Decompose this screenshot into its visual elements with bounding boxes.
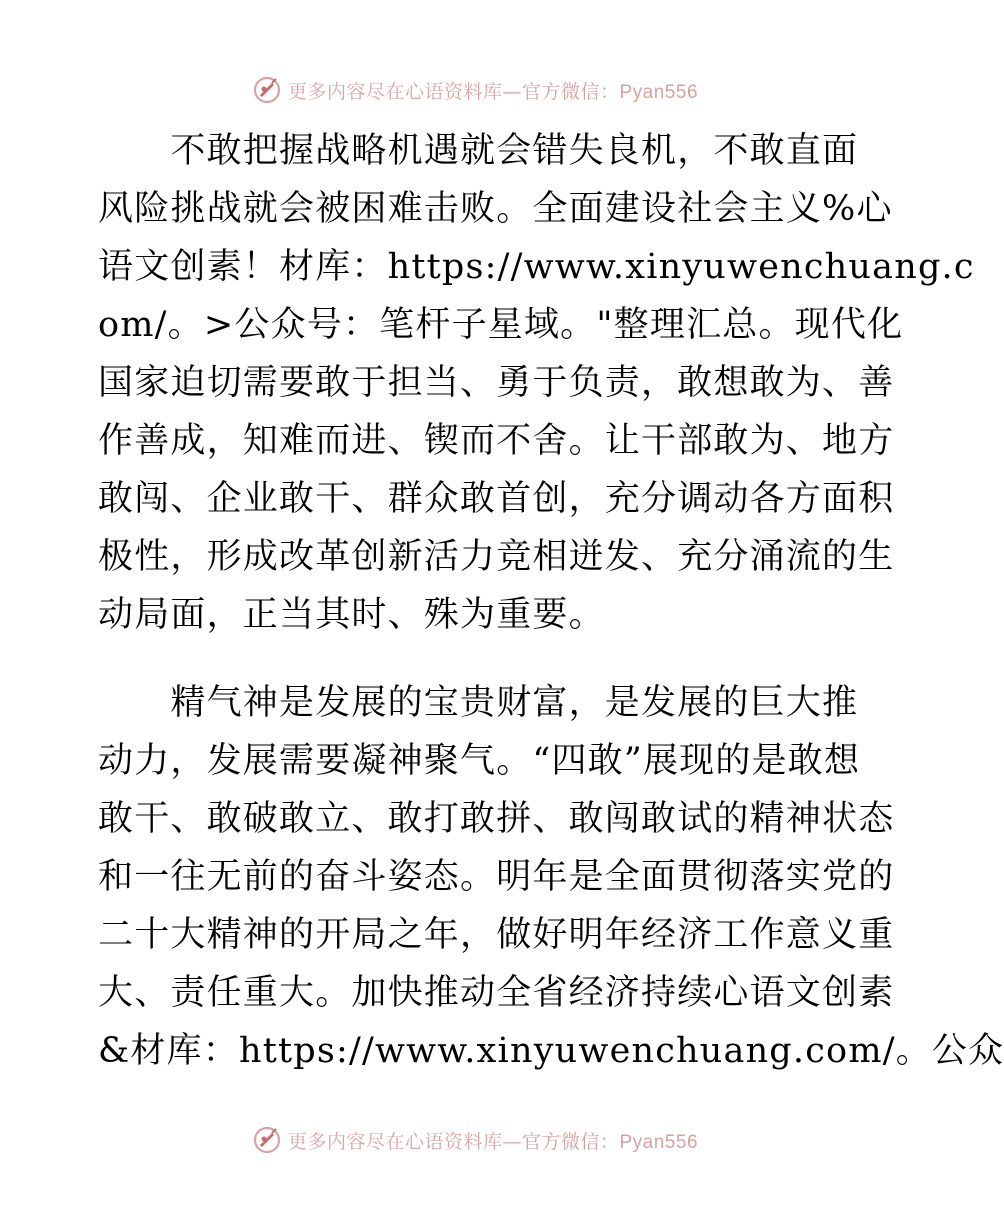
footer-watermark-banner [0,1120,950,1160]
text-line: 国家迫切需要敢于担当、勇于负责，敢想敢为、善 [98,363,895,403]
text-line: 极性，形成改革创新活力竞相迸发、充分涌流的生 [98,537,895,577]
footer-dash: — [502,1130,522,1153]
paragraph-gap [98,644,850,674]
footer-wechat-id: Pyan556 [619,1131,699,1153]
text-line: 语文创素！材库：https://www.xinyuwenchuang.c [98,247,975,287]
text-line: 精气神是发展的宝贵财富，是发展的巨大推 [98,683,859,723]
footer-banner-text [288,1127,698,1154]
text-line: 动局面，正当其时、殊为重要。 [98,595,605,635]
text-line: &材库：https://www.xinyuwenchuang.com/。公众 [98,1031,1004,1071]
document-body [98,122,1004,1080]
paragraph-2 [98,674,1004,1080]
text-line: 和一往无前的奋斗姿态。明年是全面贯彻落实党的 [98,857,895,897]
footer-site-text: 更多内容尽在心语资料库 [287,1130,503,1153]
quill-logo-icon [252,1125,282,1155]
header-wechat-label: 官方微信： [521,80,620,103]
text-line: 大、责任重大。加快推动全省经济持续心语文创素 [98,973,895,1013]
text-line: 作善成，知难而进、锲而不舍。让干部敢为、地方 [98,421,895,461]
header-dash: — [502,80,522,103]
header-watermark-banner [0,70,950,110]
quill-logo-icon [252,75,282,105]
header-wechat-id: Pyan556 [619,81,699,103]
header-banner-text [288,77,698,104]
text-line: 风险挑战就会被困难击败。全面建设社会主义%心 [98,189,893,229]
text-line: 动力，发展需要凝神聚气。“四敢”展现的是敢想 [98,741,861,781]
header-site-text: 更多内容尽在心语资料库 [287,80,503,103]
paragraph-1 [98,122,975,644]
text-line: 敢闯、企业敢干、群众敢首创，充分调动各方面积 [98,479,895,519]
text-line: 敢干、敢破敢立、敢打敢拼、敢闯敢试的精神状态 [98,799,895,839]
text-line: 不敢把握战略机遇就会错失良机，不敢直面 [98,131,859,171]
text-line: 二十大精神的开局之年，做好明年经济工作意义重 [98,915,895,955]
text-line: om/。>公众号：笔杆子星域。"整理汇总。现代化 [98,305,904,345]
footer-wechat-label: 官方微信： [521,1130,620,1153]
